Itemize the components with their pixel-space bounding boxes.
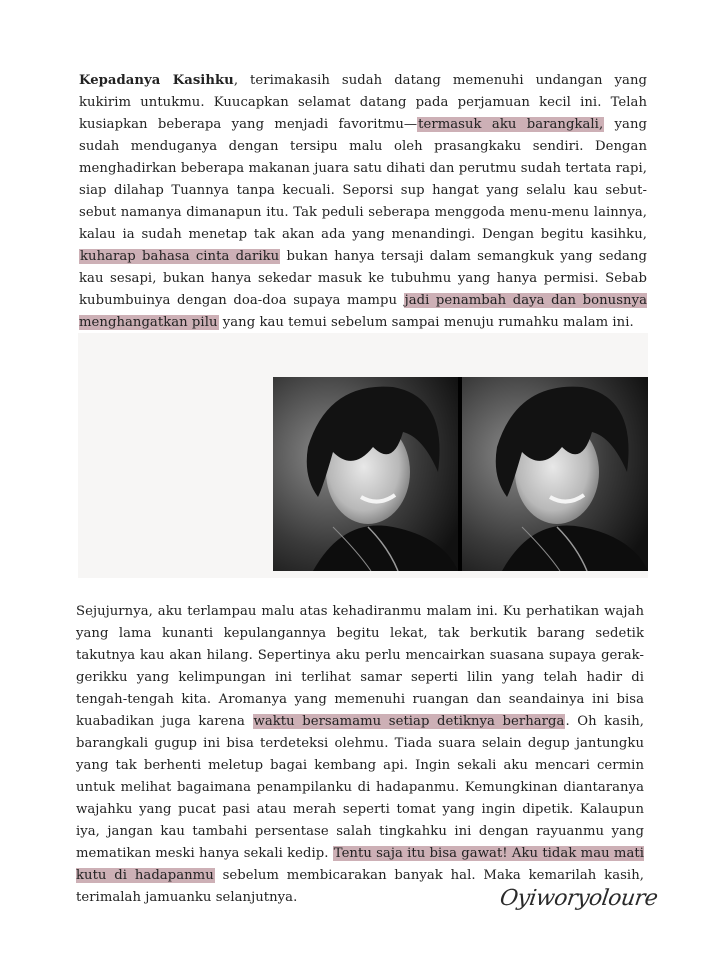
- paragraph2-text-3: sebelum membicarakan banyak hal. Maka kemarilah kasih, terimalah jamuanku selanjutnya.: [76, 868, 644, 905]
- photo-collage: [273, 377, 648, 571]
- signature: Oyiworyoloure: [498, 886, 660, 911]
- portrait-right: [462, 377, 648, 571]
- highlight-1: termasuk aku barangkali,: [418, 117, 604, 132]
- portrait-photos: [273, 377, 648, 571]
- paragraph1-text-1: , terimakasih sudah datang memenuhi undangan yang kukirim untukmu. Kuucapkan selamat datang pada perjamuan kecil ini. Telah kusiapkan beberapa yang menjadi favoritmu—: [79, 73, 647, 132]
- paragraph1-text-4: yang kau temui sebelum sampai menuju rumahku malam ini.: [218, 315, 634, 330]
- paragraph1-text-2: yang sudah menduganya dengan tersipu malu oleh prasangkaku sendiri. Dengan menghadirkan beberapa makanan juara satu dihati dan perutmu sudah tertata rapi, siap dilahap Tuannya tanpa kecuali. Seporsi sup hangat yang selalu kau sebut-sebut namanya dimanapun itu. Tak peduli seberapa menggoda menu-menu lainnya, kalau ia sudah menetap tak akan ada yang menandingi. Dengan begitu kasihku,: [79, 117, 647, 242]
- letter-paragraph-2: [76, 601, 644, 909]
- greeting: Kepadanya Kasihku: [79, 73, 234, 88]
- paragraph2-text-2: . Oh kasih, barangkali gugup ini bisa terdeteksi olehmu. Tiada suara selain degup jantungku yang tak berhenti meletup bagai kembang api. Ingin sekali aku mencari cermin untuk melihat bagaimana penampilanku di hadapanmu. Kemungkinan diantaranya wajahku yang pucat pasi atau merah seperti tomat yang ingin dipetik. Kalaupun iya, jangan kau tambahi persentase salah tingkahku ini dengan rayuanmu yang mematikan meski hanya sekali kedip.: [76, 714, 644, 861]
- portrait-left: [273, 377, 458, 571]
- paragraph2-text-1: Sejujurnya, aku terlampau malu atas kehadiranmu malam ini. Ku perhatikan wajah yang lama kunanti kepulangannya begitu lekat, tak berkutik barang sedetik takutnya kau akan hilang. Sepertinya aku perlu mencairkan suasana supaya gerak-gerikku yang kelimpungan ini terlihat samar seperti lilin yang telah hadir di tengah-tengah kita. Aromanya yang memenuhi ruangan dan seandainya ini bisa kuabadikan juga karena: [76, 604, 644, 729]
- highlight-4: waktu bersamamu setiap detiknya berharga: [253, 714, 565, 729]
- paragraph1-text-3: bukan hanya tersaji dalam semangkuk yang sedang kau sesapi, bukan hanya sekedar masuk ke tubuhmu yang hanya permisi. Sebab kubumbuinya dengan doa-doa supaya mampu: [79, 249, 648, 308]
- highlight-2: kuharap bahasa cinta dariku: [80, 249, 280, 264]
- highlight-3: jadi penambah daya dan bonusnya menghangatkan pilu: [79, 293, 647, 330]
- highlight-5: Tentu saja itu bisa gawat! Aku tidak mau mati kutu di hadapanmu: [76, 846, 644, 883]
- letter-paragraph-1: [79, 70, 647, 334]
